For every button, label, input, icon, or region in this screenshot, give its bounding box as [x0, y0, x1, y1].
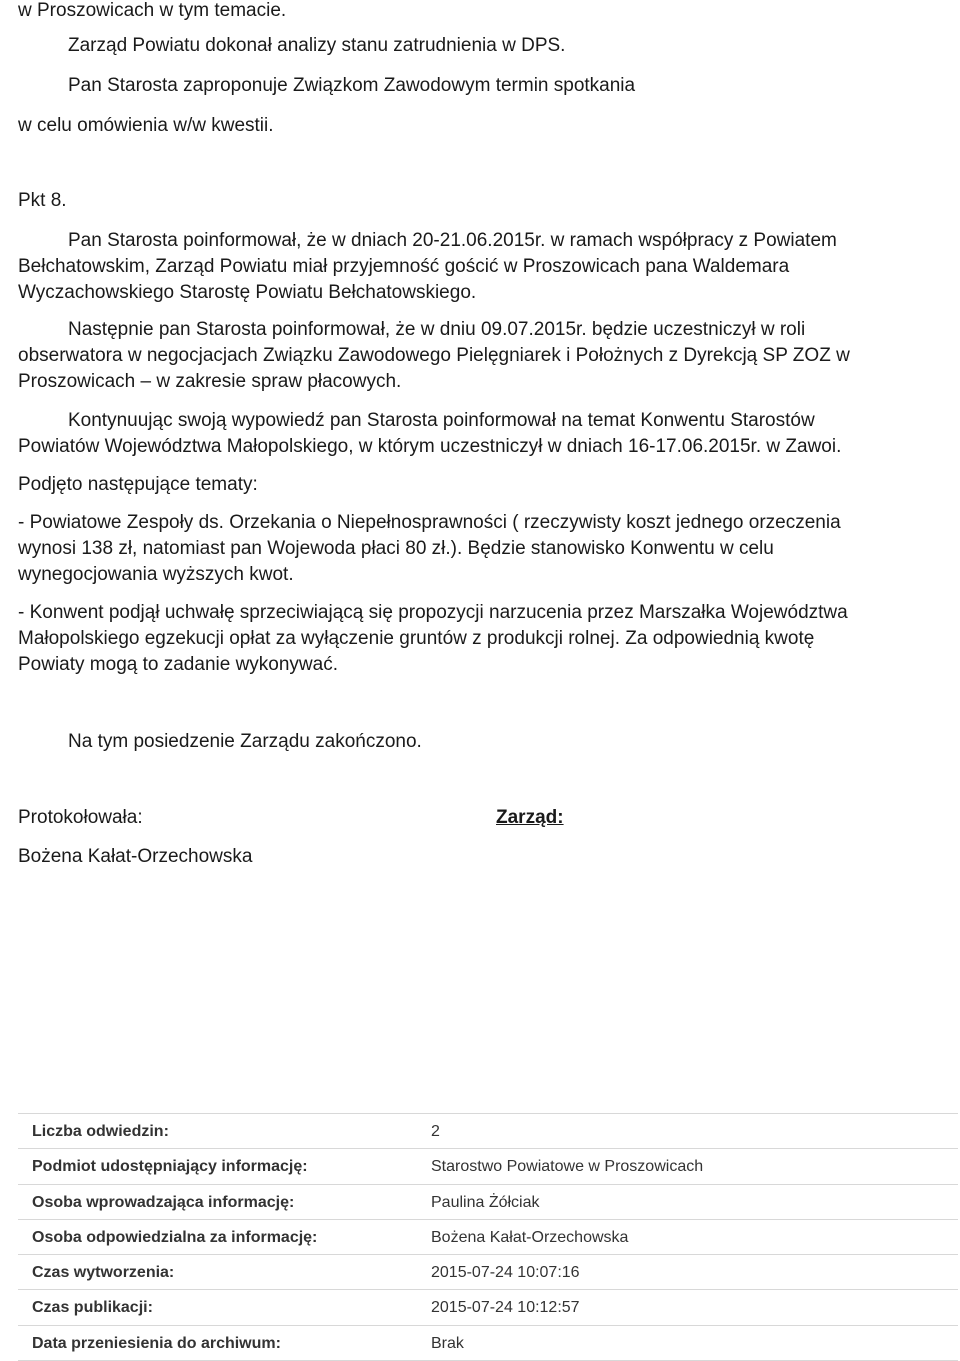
- paragraph-line: Pan Starosta poinformował, że w dniach 20-21.06.2015r. w ramach współpracy z Powiatem: [68, 230, 837, 251]
- metadata-table: [18, 1113, 958, 1361]
- recorder-label: Protokołowała:: [18, 807, 143, 828]
- metadata-value: 2015-07-24 10:12:57: [431, 1299, 580, 1317]
- paragraph-line: wynegocjowania wyższych kwot.: [18, 564, 294, 585]
- metadata-key: Osoba wprowadzająca informację:: [32, 1193, 295, 1211]
- metadata-row: [18, 1290, 958, 1325]
- paragraph-line: Małopolskiego egzekucji opłat za wyłączenie gruntów z produkcji rolnej. Za odpowiednią kwotę: [18, 628, 815, 649]
- metadata-key: Liczba odwiedzin:: [32, 1123, 169, 1140]
- metadata-key: Czas publikacji:: [32, 1299, 153, 1317]
- paragraph-line: - Powiatowe Zespoły ds. Orzekania o Niepełnosprawności ( rzeczywisty koszt jednego orzeczenia: [18, 512, 841, 533]
- metadata-row: [18, 1149, 958, 1184]
- metadata-key: Czas wytworzenia:: [32, 1264, 175, 1282]
- paragraph-line: wynosi 138 zł, natomiast pan Wojewoda płaci 80 zł.). Będzie stanowisko Konwentu w celu: [18, 538, 774, 559]
- board-label: Zarząd:: [496, 807, 564, 828]
- paragraph-line: Powiaty mogą to zadanie wykonywać.: [18, 654, 338, 675]
- metadata-row: [18, 1255, 958, 1290]
- metadata-value: 2: [431, 1123, 440, 1140]
- paragraph-line: Następnie pan Starosta poinformował, że w dniu 09.07.2015r. będzie uczestniczył w roli: [68, 319, 806, 340]
- metadata-value: Paulina Żółciak: [431, 1193, 540, 1211]
- paragraph-line: Podjęto następujące tematy:: [18, 474, 258, 495]
- paragraph-line: Kontynuując swoją wypowiedź pan Starosta poinformował na temat Konwentu Starostów: [68, 410, 815, 431]
- paragraph-line: - Konwent podjął uchwałę sprzeciwiającą się propozycji narzucenia przez Marszałka Województwa: [18, 602, 848, 623]
- metadata-row: [18, 1220, 958, 1255]
- metadata-key: Data przeniesienia do archiwum:: [32, 1334, 281, 1352]
- metadata-value: Brak: [431, 1334, 464, 1352]
- metadata-row: [18, 1185, 958, 1220]
- metadata-row: [18, 1113, 958, 1149]
- paragraph-line: Bełchatowskim, Zarząd Powiatu miał przyjemność gościć w Proszowicach pana Waldemara: [18, 256, 790, 277]
- paragraph-line: Pan Starosta zaproponuje Związkom Zawodowym termin spotkania: [68, 75, 636, 96]
- closing-line: Na tym posiedzenie Zarządu zakończono.: [68, 731, 422, 752]
- paragraph-line: w Proszowicach w tym temacie.: [18, 0, 287, 21]
- metadata-key: Podmiot udostępniający informację:: [32, 1158, 308, 1176]
- paragraph-line: obserwatora w negocjacjach Związku Zawodowego Pielęgniarek i Położnych z Dyrekcją SP ZOZ w: [18, 345, 850, 366]
- paragraph-line: w celu omówienia w/w kwestii.: [18, 115, 274, 136]
- metadata-value: 2015-07-24 10:07:16: [431, 1264, 580, 1282]
- section-heading: Pkt 8.: [18, 190, 67, 211]
- paragraph-line: Zarząd Powiatu dokonał analizy stanu zatrudnienia w DPS.: [68, 35, 566, 56]
- metadata-key: Osoba odpowiedzialna za informację:: [32, 1228, 318, 1246]
- metadata-value: Bożena Kałat-Orzechowska: [431, 1228, 629, 1246]
- paragraph-line: Proszowicach – w zakresie spraw płacowych.: [18, 371, 402, 392]
- recorder-name: Bożena Kałat-Orzechowska: [18, 846, 253, 867]
- paragraph-line: Wyczachowskiego Starostę Powiatu Bełchatowskiego.: [18, 282, 477, 303]
- metadata-value: Starostwo Powiatowe w Proszowicach: [431, 1158, 704, 1176]
- paragraph-line: Powiatów Województwa Małopolskiego, w którym uczestniczył w dniach 16-17.06.2015r. w Zawoi.: [18, 436, 842, 457]
